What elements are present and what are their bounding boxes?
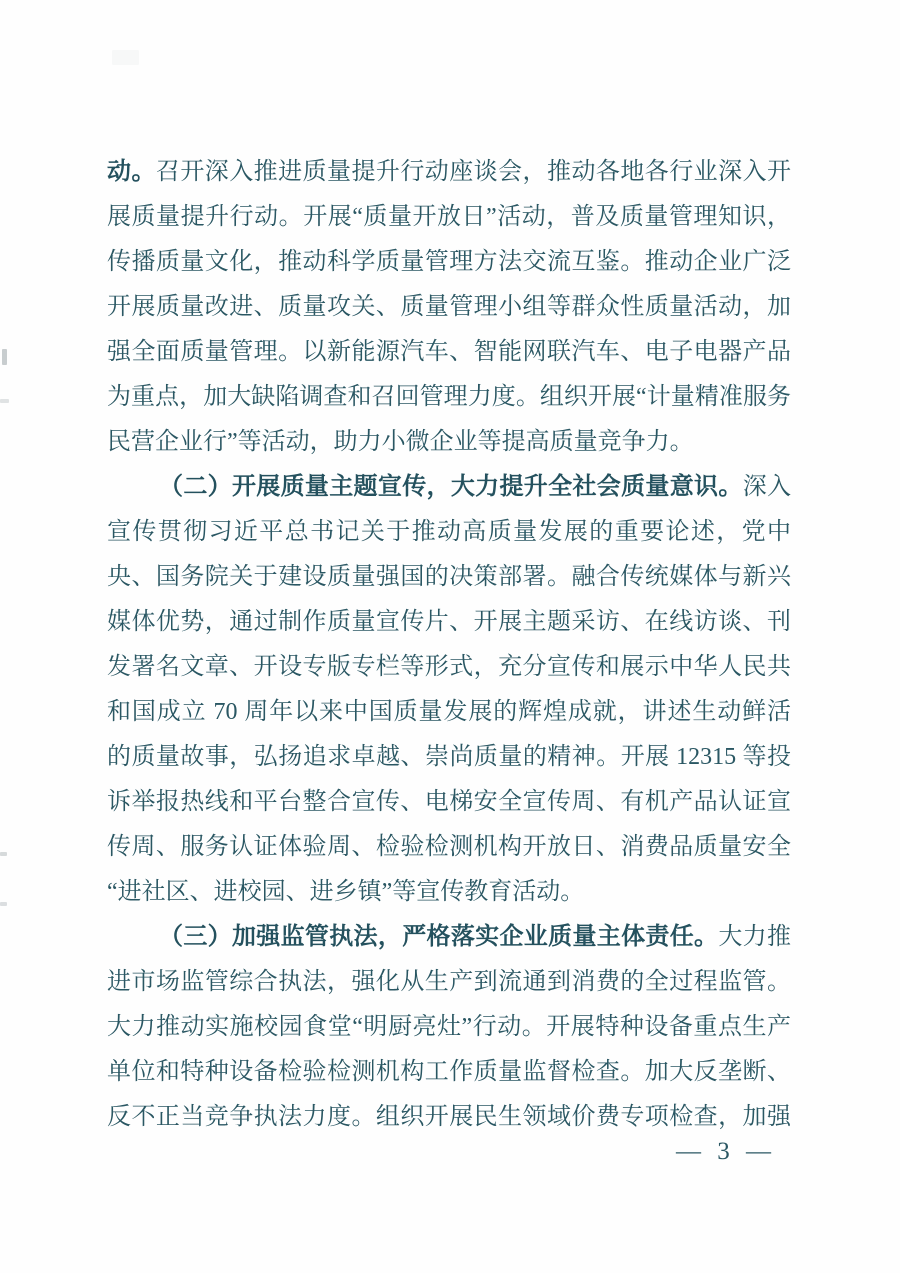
text-line xyxy=(107,690,791,735)
regular-run: 反不正当竞争执法力度。组织开展民生领域价费专项检查，加强 xyxy=(107,1104,791,1130)
section-heading-3 xyxy=(107,915,791,960)
text-line xyxy=(107,600,791,645)
text-line xyxy=(107,555,791,600)
regular-run: 发署名文章、开设专版专栏等形式，充分宣传和展示中华人民共 xyxy=(107,654,791,680)
text-line xyxy=(107,780,791,825)
text-line xyxy=(107,420,791,465)
text-line xyxy=(107,1005,791,1050)
scan-artifact xyxy=(2,349,7,365)
regular-run: 为重点，加大缺陷调查和召回管理力度。组织开展“计量精准服务 xyxy=(107,384,791,410)
regular-run: 传周、服务认证体验周、检验检测机构开放日、消费品质量安全 xyxy=(107,834,791,860)
document-body-text xyxy=(107,150,791,1140)
regular-run: 强全面质量管理。以新能源汽车、智能网联汽车、电子电器产品 xyxy=(107,339,791,365)
regular-run: 和国成立 70 周年以来中国质量发展的辉煌成就，讲述生动鲜活 xyxy=(107,699,791,725)
regular-run: 深入 xyxy=(742,474,791,500)
regular-run: 大力推动实施校园食堂“明厨亮灶”行动。开展特种设备重点生产 xyxy=(107,1014,791,1040)
regular-run: “进社区、进校园、进乡镇”等宣传教育活动。 xyxy=(107,879,585,905)
text-line xyxy=(107,1050,791,1095)
text-line xyxy=(107,375,791,420)
regular-run: 央、国务院关于建设质量强国的决策部署。融合传统媒体与新兴 xyxy=(107,564,791,590)
bold-run: （二）开展质量主题宣传，大力提升全社会质量意识。 xyxy=(159,474,743,500)
text-line xyxy=(107,240,791,285)
section-heading-2 xyxy=(107,465,791,510)
text-line xyxy=(107,960,791,1005)
regular-run: 单位和特种设备检验检测机构工作质量监督检查。加大反垄断、 xyxy=(107,1059,791,1085)
text-line xyxy=(107,825,791,870)
regular-run: 的质量故事，弘扬追求卓越、崇尚质量的精神。开展 12315 等投 xyxy=(107,744,791,770)
text-line xyxy=(107,195,791,240)
text-line xyxy=(107,510,791,555)
regular-run: 大力推 xyxy=(718,924,791,950)
regular-run: 诉举报热线和平台整合宣传、电梯安全宣传周、有机产品认证宣 xyxy=(107,789,791,815)
regular-run: 媒体优势，通过制作质量宣传片、开展主题采访、在线访谈、刊 xyxy=(107,609,791,635)
regular-run: 展质量提升行动。开展“质量开放日”活动，普及质量管理知识， xyxy=(107,204,791,230)
regular-run: 进市场监管综合执法，强化从生产到流通到消费的全过程监管。 xyxy=(107,969,791,995)
text-line xyxy=(107,870,791,915)
text-line xyxy=(107,735,791,780)
regular-run: 民营企业行”等活动，助力小微企业等提高质量竞争力。 xyxy=(107,429,694,455)
regular-run: 开展质量改进、质量攻关、质量管理小组等群众性质量活动，加 xyxy=(107,294,791,320)
text-line xyxy=(107,1095,791,1140)
bold-run: 动。 xyxy=(107,159,156,185)
text-line xyxy=(107,150,791,195)
page-number: — 3 — xyxy=(676,1138,776,1165)
text-line xyxy=(107,645,791,690)
bold-run: （三）加强监管执法，严格落实企业质量主体责任。 xyxy=(159,924,719,950)
regular-run: 传播质量文化，推动科学质量管理方法交流互鉴。推动企业广泛 xyxy=(107,249,791,275)
text-line xyxy=(107,330,791,375)
regular-run: 宣传贯彻习近平总书记关于推动高质量发展的重要论述，党中 xyxy=(107,519,791,545)
scan-artifact xyxy=(0,852,7,856)
scan-artifact xyxy=(0,902,7,906)
scan-artifact xyxy=(112,50,139,65)
text-line xyxy=(107,285,791,330)
scan-artifact xyxy=(0,399,9,403)
regular-run: 召开深入推进质量提升行动座谈会，推动各地各行业深入开 xyxy=(155,159,791,185)
